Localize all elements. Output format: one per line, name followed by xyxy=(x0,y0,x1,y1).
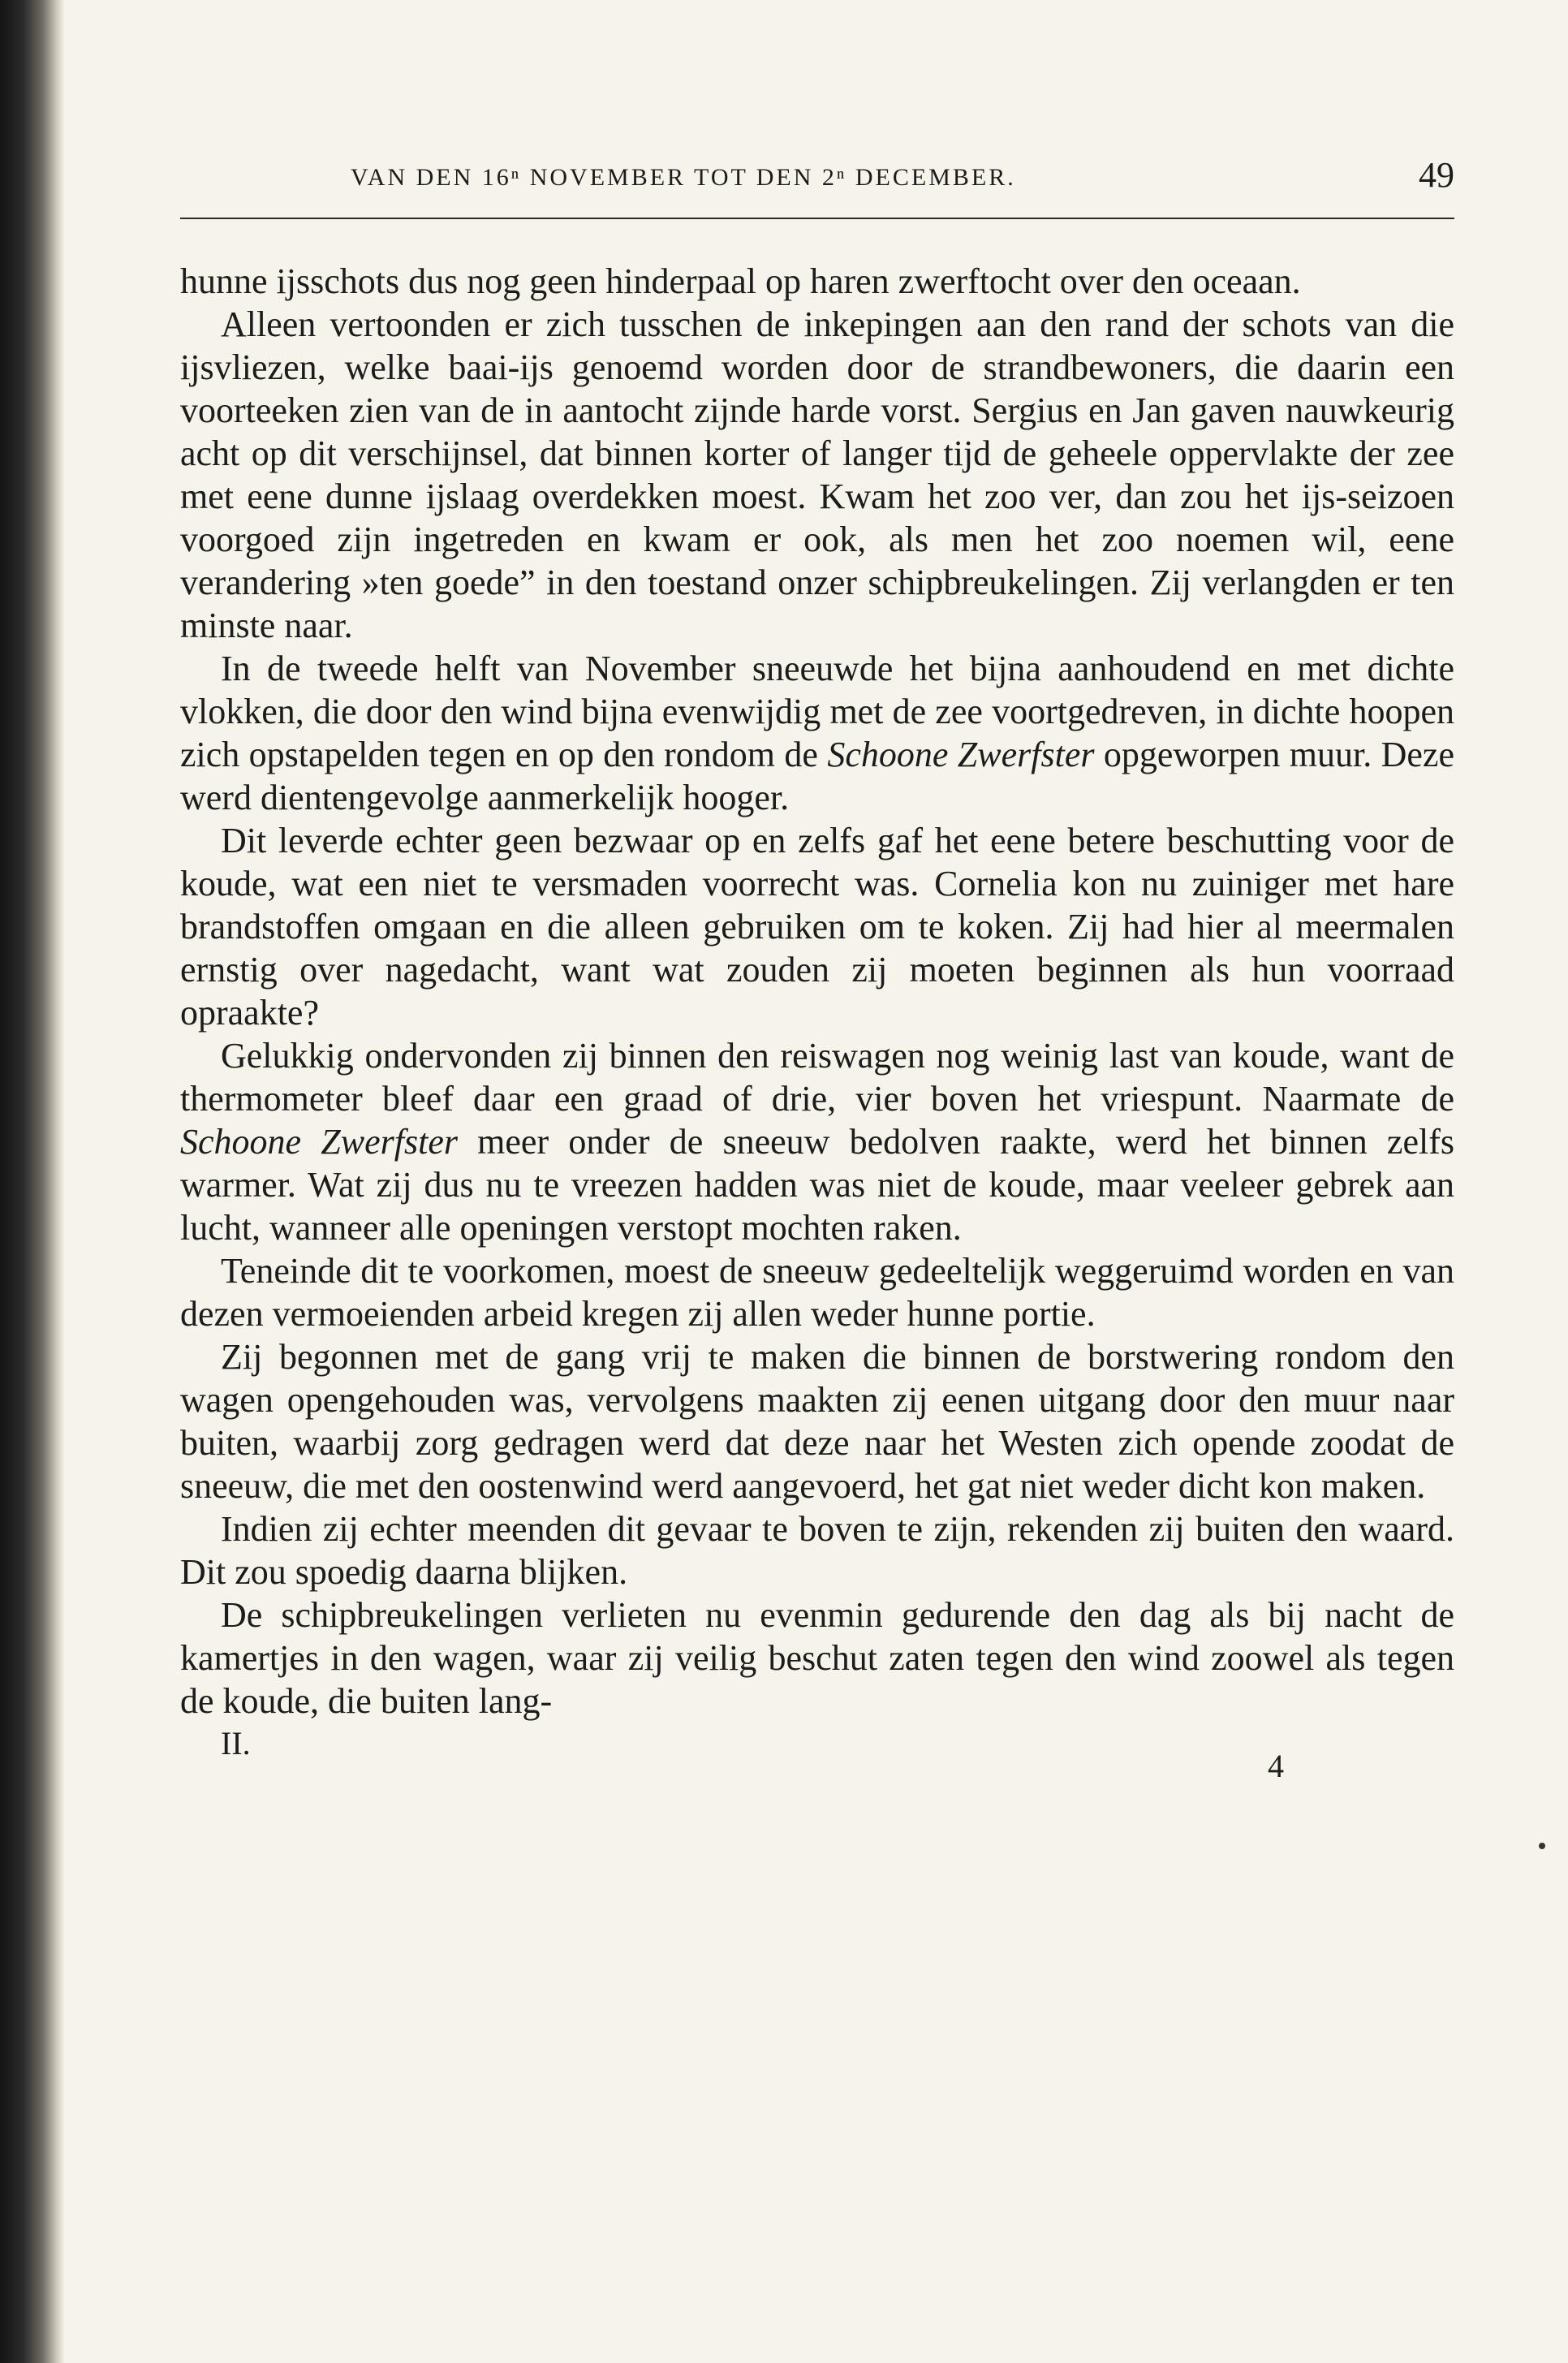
paragraph xyxy=(180,303,1454,647)
paragraph xyxy=(180,260,1454,303)
gathering-signature: II. xyxy=(221,1725,251,1761)
text-run: hunne ijsschots dus nog geen hinderpaal op haren zwerftocht over den oceaan. xyxy=(180,261,1301,301)
text-run: Dit leverde echter geen bezwaar op en zelfs gaf het eene betere beschutting voor de koude, wat een niet te versmaden voorrecht was. Cornelia kon nu zuiniger met hare brandstoffen omgaan en die alleen gebruiken om te koken. Zij had hier al meermalen ernstig over nagedacht, want wat zouden zij moeten beginnen als hun voorraad opraakte? xyxy=(180,821,1454,1033)
paragraph xyxy=(180,1034,1454,1249)
paragraph xyxy=(180,1249,1454,1335)
book-page xyxy=(180,154,1454,1789)
text-run: Indien zij echter meenden dit gevaar te boven te zijn, rekenden zij buiten den waard. Dit zou spoedig daarna blijken. xyxy=(180,1509,1454,1592)
paragraph xyxy=(180,647,1454,819)
text-run: Teneinde dit te voorkomen, moest de sneeuw gedeeltelijk weggeruimd worden en van dezen vermoeienden arbeid kregen zij allen weder hunne portie. xyxy=(180,1251,1454,1334)
text-run: meer onder de sneeuw bedolven raakte, werd het binnen zelfs warmer. Wat zij dus nu te vreezen hadden was niet de koude, maar veeleer gebrek aan lucht, wanneer alle openingen verstopt mochten raken. xyxy=(180,1122,1454,1248)
body-text xyxy=(180,260,1454,1723)
page-number: 49 xyxy=(1419,155,1454,195)
scan-binding-edge xyxy=(0,0,65,2363)
text-run: Zij begonnen met de gang vrij te maken die binnen de borstwering rondom den wagen opengehouden was, vervolgens maakten zij eenen uitgang door den muur naar buiten, waarbij zorg gedragen werd dat deze naar het Westen zich opende zoodat de sneeuw, die met den oostenwind werd aangevoerd, het gat niet weder dicht kon maken. xyxy=(180,1337,1454,1506)
scan-speck xyxy=(1539,1843,1545,1849)
running-head-title: VAN DEN 16ⁿ NOVEMBER TOT DEN 2ⁿ DECEMBER. xyxy=(351,164,1016,191)
paragraph xyxy=(180,1507,1454,1593)
text-run: Gelukkig ondervonden zij binnen den reiswagen nog weinig last van koude, want de thermometer bleef daar een graad of drie, vier boven het vriespunt. Naarmate de xyxy=(180,1036,1454,1119)
italic-title: Schoone Zwerfster xyxy=(180,1122,458,1162)
text-run: In de tweede helft van November sneeuwde het bijna aanhoudend en met dichte vlokken, die door den wind bijna evenwijdig met de zee voortgedreven, in dichte hoopen zich opstapelden tegen en op den rondom de xyxy=(180,649,1454,774)
paragraph xyxy=(180,1593,1454,1723)
running-head xyxy=(180,154,1454,203)
text-run: opgeworpen muur. Deze werd dientengevolge aanmerkelijk hooger. xyxy=(180,735,1454,817)
header-rule xyxy=(180,218,1454,219)
text-run: Alleen vertoonden er zich tusschen de inkepingen aan den rand der schots van die ijsvliezen, welke baai-ijs genoemd worden door de strandbewoners, die daarin een voorteeken zien van de in aantocht zijnde harde vorst. Sergius en Jan gaven nauwkeurig acht op dit verschijnsel, dat binnen korter of langer tijd de geheele oppervlakte der zee met eene dunne ijslaag overdekken moest. Kwam het zoo ver, dan zou het ijs-seizoen voorgoed zijn ingetreden en kwam er ook, als men het zoo noemen wil, eene verandering »ten goede” in den toestand onzer schipbreukelingen. Zij verlangden er ten minste naar. xyxy=(180,304,1454,645)
page-footer xyxy=(180,1724,1454,1789)
paragraph xyxy=(180,819,1454,1034)
italic-title: Schoone Zwerfster xyxy=(827,735,1095,774)
text-run: De schipbreukelingen verlieten nu evenmin gedurende den dag als bij nacht de kamertjes in den wagen, waar zij veilig beschut zaten tegen den wind zoowel als tegen de koude, die buiten lang- xyxy=(180,1595,1454,1721)
paragraph xyxy=(180,1335,1454,1507)
sheet-number: 4 xyxy=(1268,1748,1284,1784)
